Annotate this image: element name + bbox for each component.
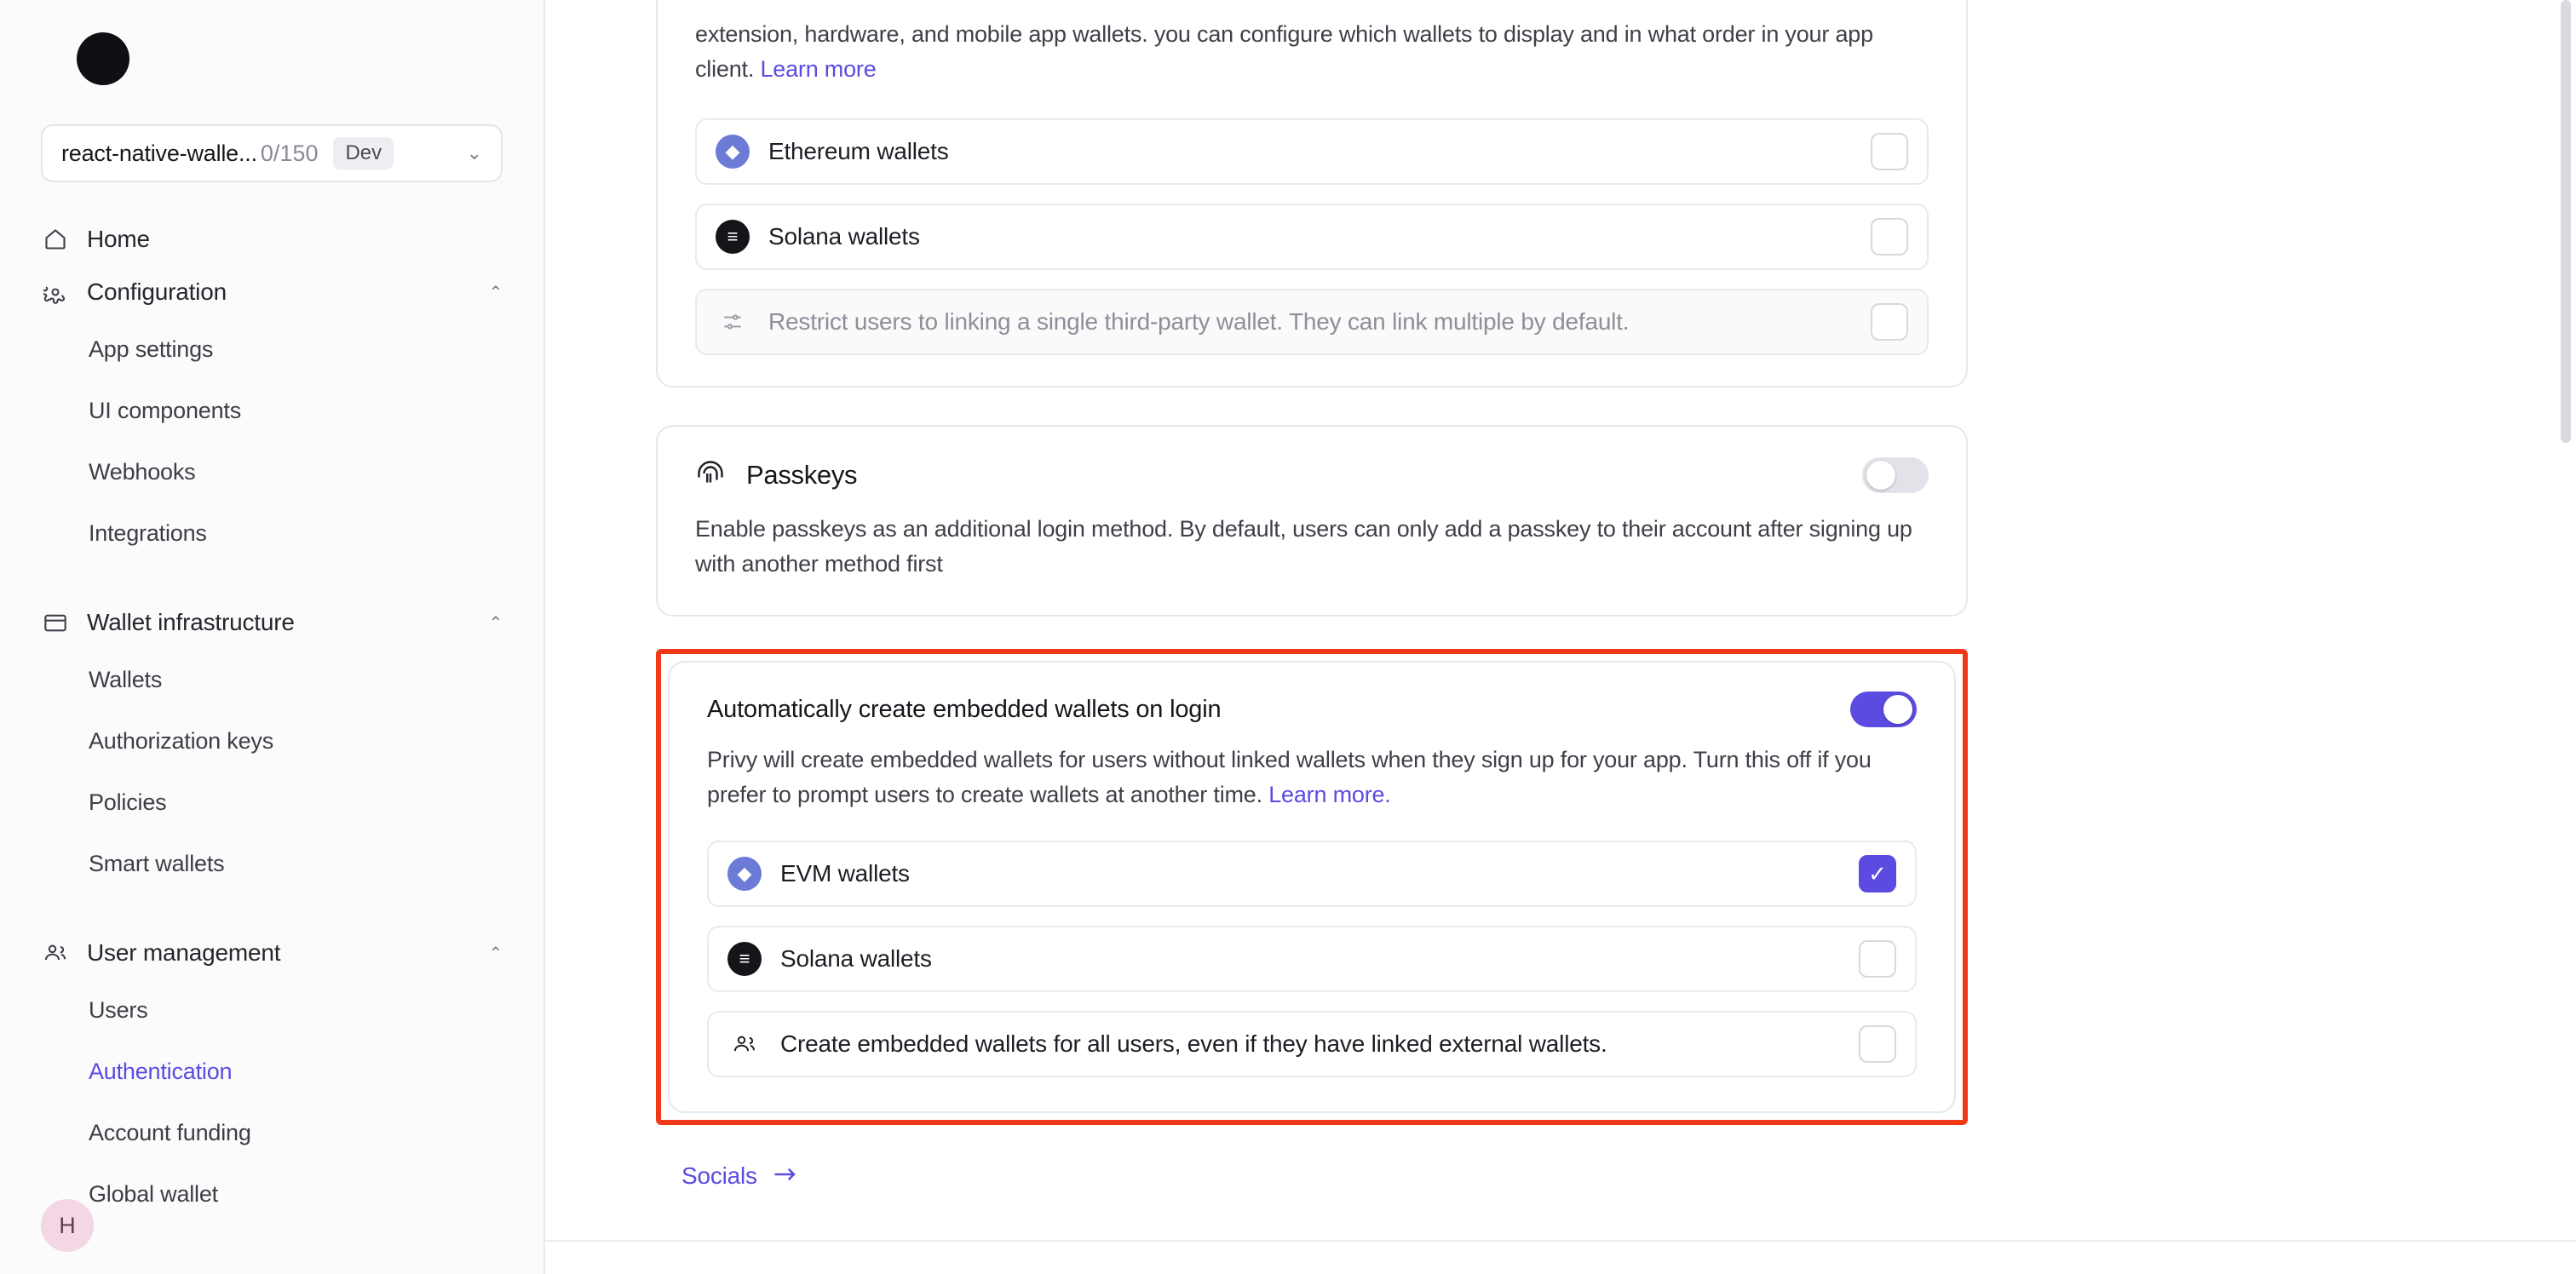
sidebar-item-webhooks[interactable]: Webhooks	[89, 458, 196, 485]
chevron-down-icon: ⌄	[466, 142, 482, 164]
users-icon	[41, 941, 70, 965]
nav-group-divider	[41, 564, 503, 596]
sidebar-item-label: Home	[87, 226, 150, 252]
socials-next-link[interactable]	[656, 1162, 1968, 1190]
sidebar-item-authorization-keys[interactable]: Authorization keys	[89, 727, 274, 754]
passkeys-toggle[interactable]	[1862, 457, 1929, 493]
option-create-for-all-users[interactable]	[707, 1011, 1917, 1077]
gear-icon	[41, 280, 70, 304]
option-label: Create embedded wallets for all users, even if they have linked external wallets.	[780, 1030, 1607, 1057]
option-label: Restrict users to linking a single third-party wallet. They can link multiple by default.	[768, 308, 1630, 335]
chevron-up-icon: ⌃	[488, 613, 503, 633]
external-wallets-description	[695, 17, 1929, 86]
embedded-wallets-description	[707, 743, 1917, 812]
home-icon	[41, 227, 70, 251]
embedded-wallets-title: Automatically create embedded wallets on login	[707, 695, 1222, 723]
project-user-count: 0/150	[260, 140, 319, 166]
project-name: react-native-walle...	[61, 140, 257, 166]
scrollbar[interactable]	[2561, 0, 2571, 443]
solana-icon: ≡	[716, 220, 750, 254]
embedded-wallets-card	[668, 661, 1956, 1113]
users-icon	[727, 1032, 762, 1056]
sidebar-item-label: Configuration	[87, 278, 227, 305]
chevron-up-icon: ⌃	[488, 283, 503, 302]
sidebar-item-configuration[interactable]	[41, 266, 503, 318]
embedded-wallets-description-text: Privy will create embedded wallets for users without linked wallets when they sign up for your app. Turn this off if you prefer to prompt users to create wallets at another time.	[707, 747, 1872, 807]
external-wallets-card	[656, 0, 1968, 387]
learn-more-link[interactable]: Learn more.	[1268, 781, 1391, 807]
sidebar-item-users[interactable]: Users	[89, 996, 148, 1023]
sidebar-item-label: Wallet infrastructure	[87, 609, 295, 635]
passkeys-title: Passkeys	[746, 460, 858, 490]
sidebar-item-global-wallet[interactable]: Global wallet	[89, 1180, 218, 1207]
option-label: Solana wallets	[780, 945, 932, 972]
sidebar-item-account-funding[interactable]: Account funding	[89, 1119, 251, 1145]
logo-icon[interactable]	[77, 32, 129, 85]
project-env-badge: Dev	[333, 137, 394, 169]
option-checkbox[interactable]	[1871, 218, 1908, 255]
option-checkbox[interactable]	[1859, 1025, 1896, 1063]
option-checkbox[interactable]: ✓	[1859, 855, 1896, 892]
nav-group-divider	[41, 894, 503, 927]
sidebar-item-authentication[interactable]: Authentication	[89, 1058, 233, 1084]
sidebar-item-ui-components[interactable]: UI components	[89, 397, 241, 423]
solana-icon: ≡	[727, 942, 762, 976]
option-label: EVM wallets	[780, 860, 910, 887]
option-label: Solana wallets	[768, 223, 920, 250]
learn-more-link[interactable]: Learn more	[760, 55, 877, 82]
sidebar	[0, 0, 545, 1274]
option-solana-wallets[interactable]	[695, 204, 1929, 270]
sidebar-item-user-management[interactable]	[41, 927, 503, 979]
project-selector[interactable]	[41, 124, 503, 182]
option-ethereum-wallets[interactable]	[695, 118, 1929, 185]
chevron-up-icon: ⌃	[488, 944, 503, 963]
passkeys-description: Enable passkeys as an additional login method. By default, users can only add a passkey to their account after signing up with another method first	[695, 516, 1912, 577]
embedded-wallets-toggle[interactable]	[1850, 692, 1917, 727]
external-wallets-description-text: extension, hardware, and mobile app wallets. you can configure which wallets to display and in what order in your app client.	[695, 21, 1873, 82]
sidebar-item-policies[interactable]: Policies	[89, 789, 167, 815]
socials-label: Socials	[681, 1162, 757, 1189]
sidebar-item-wallets[interactable]: Wallets	[89, 666, 163, 692]
page-bottom-divider	[545, 1240, 2576, 1242]
option-solana-wallets[interactable]	[707, 926, 1917, 992]
option-evm-wallets[interactable]	[707, 841, 1917, 907]
highlight-box	[656, 649, 1968, 1125]
sliders-icon	[716, 311, 750, 333]
passkeys-card	[656, 425, 1968, 617]
option-label: Ethereum wallets	[768, 138, 949, 164]
sidebar-item-label: User management	[87, 939, 281, 966]
avatar[interactable]: H	[41, 1199, 94, 1252]
sidebar-nav	[41, 213, 503, 1225]
sidebar-item-integrations[interactable]: Integrations	[89, 519, 207, 546]
arrow-right-icon	[773, 1162, 798, 1190]
ethereum-icon: ◆	[716, 135, 750, 169]
option-checkbox[interactable]	[1859, 940, 1896, 978]
sidebar-item-app-settings[interactable]: App settings	[89, 336, 214, 362]
sidebar-item-wallet-infrastructure[interactable]	[41, 596, 503, 649]
option-checkbox[interactable]	[1871, 303, 1908, 341]
option-checkbox[interactable]	[1871, 133, 1908, 170]
option-restrict-single-wallet[interactable]	[695, 289, 1929, 355]
sidebar-item-home[interactable]	[41, 213, 503, 266]
fingerprint-icon	[695, 458, 726, 493]
sidebar-item-smart-wallets[interactable]: Smart wallets	[89, 850, 225, 876]
ethereum-icon: ◆	[727, 857, 762, 891]
main-content	[545, 0, 2576, 1274]
wallet-icon	[41, 611, 70, 634]
